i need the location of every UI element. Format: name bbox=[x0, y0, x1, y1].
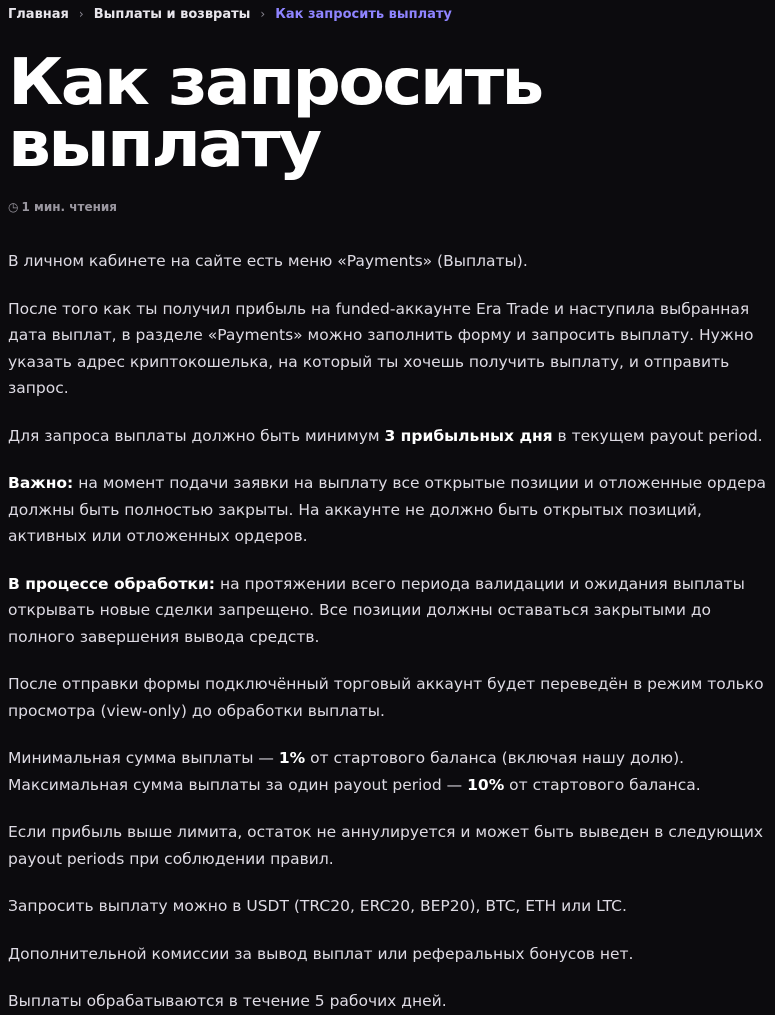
paragraph bbox=[8, 745, 767, 798]
bold-text: 3 прибыльных дня bbox=[384, 426, 553, 445]
paragraph bbox=[8, 470, 767, 550]
text: на протяжении всего периода валидации и ожидания выплаты открывать новые сделки запрещено. Все позиции должны оставаться закрытыми до полного завершения вывода средств. bbox=[8, 574, 745, 646]
reading-time-label: 1 мин. чтения bbox=[21, 200, 117, 214]
page-title-line2: выплату bbox=[8, 108, 320, 182]
clock-icon: ◷ bbox=[8, 200, 19, 214]
bold-text: 10% bbox=[467, 775, 505, 794]
breadcrumb-section-link[interactable]: Выплаты и возвраты bbox=[93, 6, 251, 22]
paragraph: Запросить выплату можно в USDT (TRC20, ERC20, BEP20), BTC, ETH или LTC. bbox=[8, 897, 627, 915]
text: Минимальная сумма выплаты — bbox=[8, 749, 279, 767]
page-title bbox=[8, 46, 775, 182]
text: от стартового баланса. bbox=[504, 775, 701, 794]
paragraph bbox=[8, 423, 767, 450]
paragraph: Дополнительной комиссии за вывод выплат или реферальных бонусов нет. bbox=[8, 944, 634, 963]
breadcrumb bbox=[8, 0, 767, 28]
chevron-right-icon: › bbox=[260, 7, 266, 21]
text: на момент подачи заявки на выплату все открытые позиции и отложенные ордера должны быть полностью закрыты. На аккаунте не должно быть открытых позиций, активных или отложенных ордеров. bbox=[8, 474, 767, 545]
article-body bbox=[8, 248, 767, 1015]
reading-time bbox=[8, 200, 767, 214]
paragraph bbox=[8, 571, 767, 651]
text: Для запроса выплаты должно быть минимум bbox=[8, 426, 385, 445]
chevron-right-icon: › bbox=[78, 7, 84, 21]
page-title-line1: Как запросить bbox=[8, 46, 542, 120]
paragraph: Выплаты обрабатываются в течение 5 рабочих дней. bbox=[8, 992, 447, 1010]
breadcrumb-current: Как запросить выплату bbox=[275, 6, 452, 22]
paragraph: После отправки формы подключённый торговый аккаунт будет переведён в режим только просмотра (view-only) до обработки выплаты. bbox=[8, 675, 764, 720]
breadcrumb-home-link[interactable]: Главная bbox=[8, 6, 69, 22]
paragraph: Если прибыль выше лимита, остаток не аннулируется и может быть выведен в следующих payout periods при соблюдении правил. bbox=[8, 823, 764, 868]
bold-text: Важно: bbox=[8, 474, 74, 492]
bold-text: 1% bbox=[278, 749, 306, 767]
bold-text: В процессе обработки: bbox=[8, 574, 216, 593]
paragraph: В личном кабинете на сайте есть меню «Payments» (Выплаты). bbox=[8, 252, 528, 270]
paragraph: После того как ты получил прибыль на funded-аккаунте Era Trade и наступила выбранная дата выплат, в разделе «Payments» можно заполнить форму и запросить выплату. Нужно указать адрес криптокошелька, на который ты хочешь получить выплату, и отправить запрос. bbox=[8, 299, 754, 397]
text: от стартового баланса (включая нашу долю). Максимальная сумма выплаты за один payout period — bbox=[8, 749, 685, 794]
text: в текущем payout period. bbox=[552, 426, 763, 445]
